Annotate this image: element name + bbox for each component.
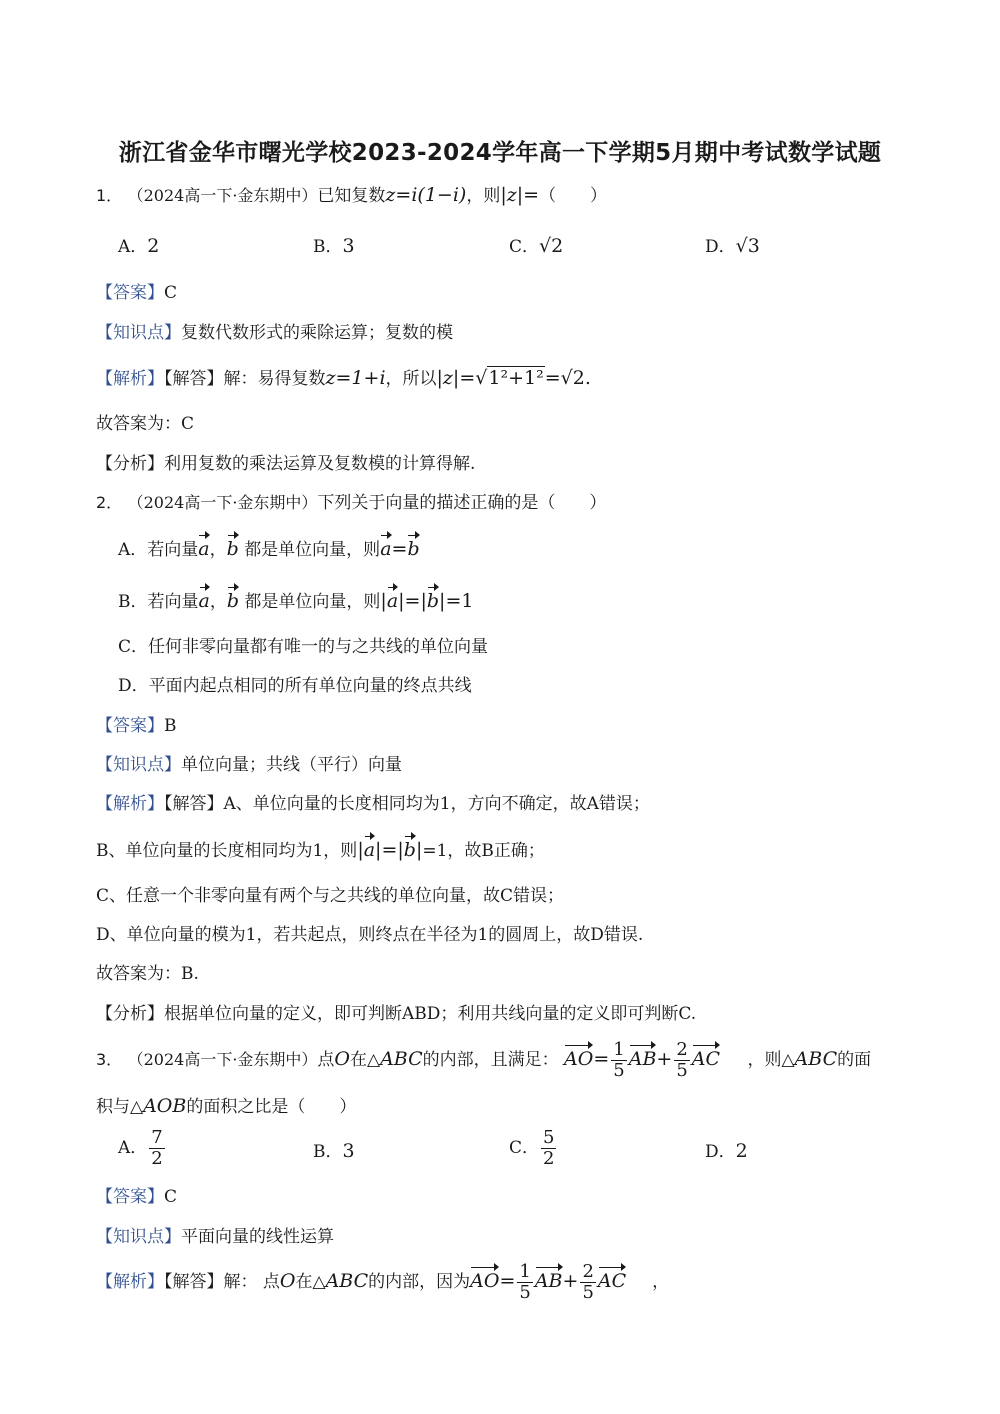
fenxi-line: 【分析】利用复数的乘法运算及复数模的计算得解. — [96, 454, 476, 474]
analysis-line: 【解析】【解答】解：易得复数z=1+i，所以|z|=√1²+1²=√2. — [96, 367, 591, 389]
answer-line: 【答案】B — [96, 716, 177, 736]
option-d: D．平面内起点相同的所有单位向量的终点共线 — [118, 676, 472, 696]
answer-line: 【答案】C — [96, 283, 178, 303]
answer-line: 【答案】C — [96, 1187, 178, 1207]
option-c: C．任何非零向量都有唯一的与之共线的单位向量 — [118, 637, 489, 657]
question-source: （2024高一下·金东期中） — [127, 186, 318, 205]
question-1-stem: 1． （2024高一下·金东期中）已知复数z=i(1−i)，则|z|=（ ） — [96, 184, 608, 206]
math-expression: z=i(1−i) — [385, 184, 467, 206]
option-b: B．3 — [313, 235, 355, 257]
page-title: 浙江省金华市曙光学校2023-2024学年高一下学期5月期中考试数学试题 — [118, 140, 882, 166]
analysis-line: 【解析】【解答】A、单位向量的长度相同均为1，方向不确定，故A错误； — [96, 794, 650, 814]
option-c: C． $\frac{5}{2}$ — [509, 1127, 555, 1169]
knowledge-line: 【知识点】单位向量；共线（平行）向量 — [96, 755, 402, 775]
question-3-stem: 3． （2024高一下·金东期中）点O在△ABC的内部，且满足： AO= $\frac{1}{5}$ AB+ $\frac{2}{5}$ AC ，则△ABC的面 — [96, 1039, 872, 1081]
analysis-line-c: C、任意一个非零向量有两个与之共线的单位向量，故C错误； — [96, 886, 565, 906]
question-2-stem: 2． （2024高一下·金东期中）下列关于向量的描述正确的是（ ） — [96, 493, 607, 513]
option-a: A．若向量a，b 都是单位向量，则a=b — [118, 538, 420, 560]
option-c: C．√2 — [509, 235, 564, 257]
knowledge-line: 【知识点】平面向量的线性运算 — [96, 1227, 334, 1247]
option-d: D．2 — [705, 1140, 748, 1162]
knowledge-line: 【知识点】复数代数形式的乘除运算；复数的模 — [96, 323, 453, 343]
option-a: A．2 — [118, 235, 160, 257]
analysis-line: 【解析】【解答】解： 点O在△ABC的内部，因为AO= $\frac{1}{5}$ AB+ $\frac{2}{5}$ AC ， — [96, 1261, 670, 1303]
option-d: D．√3 — [705, 235, 760, 257]
question-number: 1． — [96, 186, 123, 205]
analysis-line-d: D、单位向量的模为1，若共起点，则终点在半径为1的圆周上，故D错误. — [96, 925, 644, 945]
final-answer-line: 故答案为：C — [96, 414, 195, 434]
question-3-stem-cont: 积与△AOB的面积之比是（ ） — [96, 1095, 357, 1117]
final-answer-line: 故答案为：B. — [96, 964, 199, 984]
option-b: B．若向量a，b 都是单位向量，则|a|=|b|=1 — [118, 590, 474, 612]
fenxi-line: 【分析】根据单位向量的定义，即可判断ABD；利用共线向量的定义即可判断C. — [96, 1004, 697, 1024]
option-b: B．3 — [313, 1140, 355, 1162]
analysis-line-b: B、单位向量的长度相同均为1，则|a|=|b|=1，故B正确； — [96, 839, 545, 861]
math-expression: |z|= — [500, 184, 540, 206]
option-a: A． $\frac{7}{2}$ — [118, 1127, 163, 1169]
